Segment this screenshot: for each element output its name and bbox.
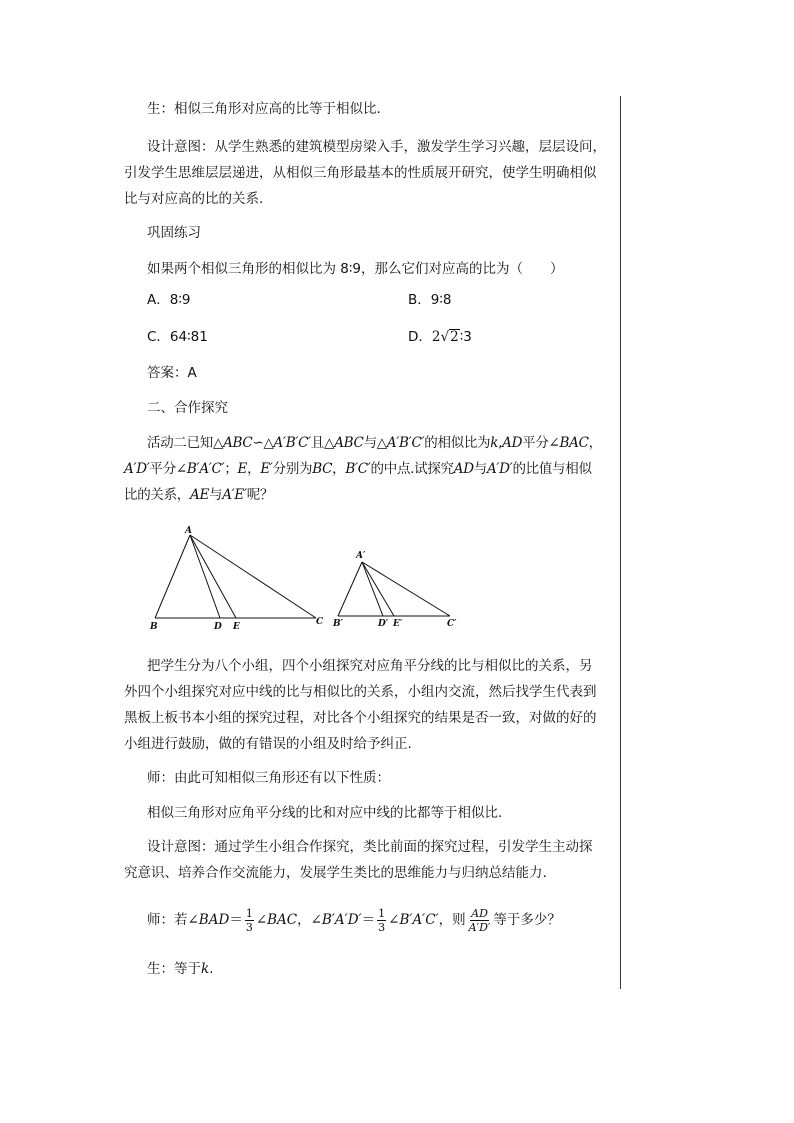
option-d-radicand: 2	[450, 329, 459, 345]
activity-text: 平分	[522, 435, 549, 451]
design-intent-1-line-2: 引发学生思维层层递进，从相似三角形最基本的性质展开研究，使学生明确相似	[124, 165, 597, 181]
question-text: ，则	[438, 912, 466, 928]
option-b: B．9∶8	[408, 292, 452, 308]
question-math: ∠B′A′D′	[310, 912, 362, 928]
activity-text: ，	[332, 461, 346, 477]
activity-text: ,	[498, 435, 503, 451]
fraction-numerator: 1	[245, 906, 253, 920]
side-a-prime-c-prime	[362, 562, 450, 616]
fraction-denominator: 3	[378, 920, 386, 934]
option-d-suffix: ∶3	[459, 329, 472, 345]
activity-math: A′D′	[486, 461, 513, 477]
activity-text: ；	[224, 461, 238, 477]
median-a-prime-e-prime	[362, 562, 394, 616]
question-text: ，	[297, 912, 311, 928]
activity-math: △ABC∽△A′B′C′	[213, 435, 311, 451]
group-activity-line-3: 黑板上板书本小组的探究过程，对比各个小组探究的结果是否一致，对做的好的	[124, 710, 597, 726]
label-d-prime: D′	[378, 619, 389, 629]
activity-math: k	[490, 435, 499, 451]
group-activity-line-1: 把学生分为八个小组，四个小组探究对应角平分线的比与相似比的关系，另	[147, 658, 593, 674]
label-a: A	[185, 526, 192, 536]
question-text: ＝	[361, 912, 376, 928]
question-text: 等于多少？	[493, 912, 561, 928]
option-d	[408, 327, 472, 347]
triangle-abc	[155, 535, 316, 618]
activity-math: ∠B′A′C′	[175, 461, 225, 477]
activity-text: 的相似比为	[424, 435, 491, 451]
activity-math: B′C′	[345, 461, 371, 477]
design-intent-1-line-3: 比与对应高的比的关系.	[124, 191, 264, 207]
bisector-a-prime-d-prime	[362, 562, 383, 616]
activity-text: ，	[588, 435, 602, 451]
question-math: ∠BAC	[255, 912, 298, 928]
activity-text: 平分	[149, 461, 176, 477]
question-text: 师：若	[147, 912, 188, 928]
activity-math: AE	[190, 487, 210, 503]
activity-math: △A′B′C′	[376, 435, 425, 451]
section-2-heading: 二、合作探究	[147, 400, 228, 416]
median-ae	[190, 535, 236, 618]
activity-math: E′	[260, 461, 273, 477]
activity-math: BC	[312, 461, 333, 477]
activity-math: E	[237, 461, 248, 477]
practice-question: 如果两个相似三角形的相似比为 8∶9，那么它们对应高的比为（ ）	[147, 261, 564, 277]
triangle-a-prime-b-prime-c-prime	[338, 562, 450, 616]
activity-text: 与	[473, 461, 487, 477]
side-ab	[155, 535, 190, 618]
activity-text: 的比值与相似	[512, 461, 592, 477]
question-math: ∠BAD	[187, 912, 230, 928]
group-activity-line-2: 外四个小组探究对应中线的比与相似比的关系，小组内交流，然后找学生代表到	[124, 684, 597, 700]
label-c-prime: C′	[447, 619, 457, 629]
side-ac	[190, 535, 316, 618]
activity-math: AD	[453, 461, 474, 477]
radical-sign: √	[440, 329, 450, 345]
activity-2-text	[124, 430, 617, 508]
student-answer-2	[147, 956, 615, 982]
activity-text: 与	[209, 487, 223, 503]
answer-text: 生：等于	[147, 961, 201, 977]
fraction-denominator: A′D′	[468, 920, 491, 934]
label-e-prime: E′	[393, 619, 403, 629]
practice-heading: 巩固练习	[147, 225, 201, 241]
group-activity-line-4: 小组进行鼓励，做的有错误的小组及时给予纠正.	[124, 736, 412, 752]
activity-text: 的中点.试探究	[370, 461, 454, 477]
label-d: D	[214, 622, 222, 632]
activity-math: A′D′	[124, 461, 150, 477]
property-statement: 相似三角形对应角平分线的比和对应中线的比都等于相似比.	[147, 805, 503, 821]
activity-text: 且	[310, 435, 325, 451]
fraction-numerator: AD	[471, 906, 488, 920]
activity-text: 与	[363, 435, 377, 451]
teacher-question	[147, 900, 615, 940]
student-answer-1: 生：相似三角形对应高的比等于相似比.	[147, 101, 381, 117]
activity-text: 比的关系，	[124, 487, 190, 503]
design-intent-1-line-1: 设计意图：从学生熟悉的建筑模型房梁入手，激发学生学习兴趣，层层设问，	[147, 139, 606, 155]
label-e: E	[233, 622, 240, 632]
option-c: C．64∶81	[147, 329, 208, 345]
design-intent-2-line-1: 设计意图：通过学生小组合作探究，类比前面的探究过程，引发学生主动探	[147, 839, 593, 855]
activity-text: 活动二已知	[147, 435, 213, 451]
design-intent-2-line-2: 究意识、培养合作交流能力，发展学生类比的思维能力与归纳总结能力.	[124, 865, 547, 881]
fraction-ad-over-a-prime-d-prime	[468, 908, 492, 933]
fraction-one-third	[377, 908, 386, 933]
fraction-numerator: 1	[378, 906, 386, 920]
question-text: ＝	[229, 912, 243, 928]
answer-text: .	[209, 961, 214, 977]
page-margin-rule	[620, 96, 621, 989]
teacher-remark-1: 师：由此可知相似三角形还有以下性质：	[147, 770, 390, 786]
label-b-prime: B′	[333, 619, 343, 629]
question-math: ∠B′A′C′	[388, 912, 439, 928]
answer-line: 答案：A	[147, 365, 197, 381]
option-d-prefix: D．	[408, 329, 432, 345]
label-b: B	[150, 622, 158, 632]
activity-text: 呢？	[246, 487, 274, 503]
option-a: A．8∶9	[147, 292, 191, 308]
side-a-prime-b-prime	[338, 562, 362, 616]
activity-math: AD	[502, 435, 523, 451]
fraction-denominator: 3	[245, 920, 253, 934]
bisector-ad	[190, 535, 220, 618]
label-a-prime: A′	[356, 551, 366, 561]
option-d-coefficient: 2	[431, 329, 441, 345]
activity-math: △ABC	[324, 435, 364, 451]
fraction-one-third	[245, 908, 254, 933]
label-c: C	[316, 617, 324, 627]
answer-math: k	[201, 961, 210, 977]
activity-text: ，	[247, 461, 261, 477]
activity-math: ∠BAC	[548, 435, 589, 451]
activity-math: A′E′	[222, 487, 247, 503]
activity-text: 分别为	[272, 461, 313, 477]
similar-triangles-figure	[140, 525, 480, 635]
